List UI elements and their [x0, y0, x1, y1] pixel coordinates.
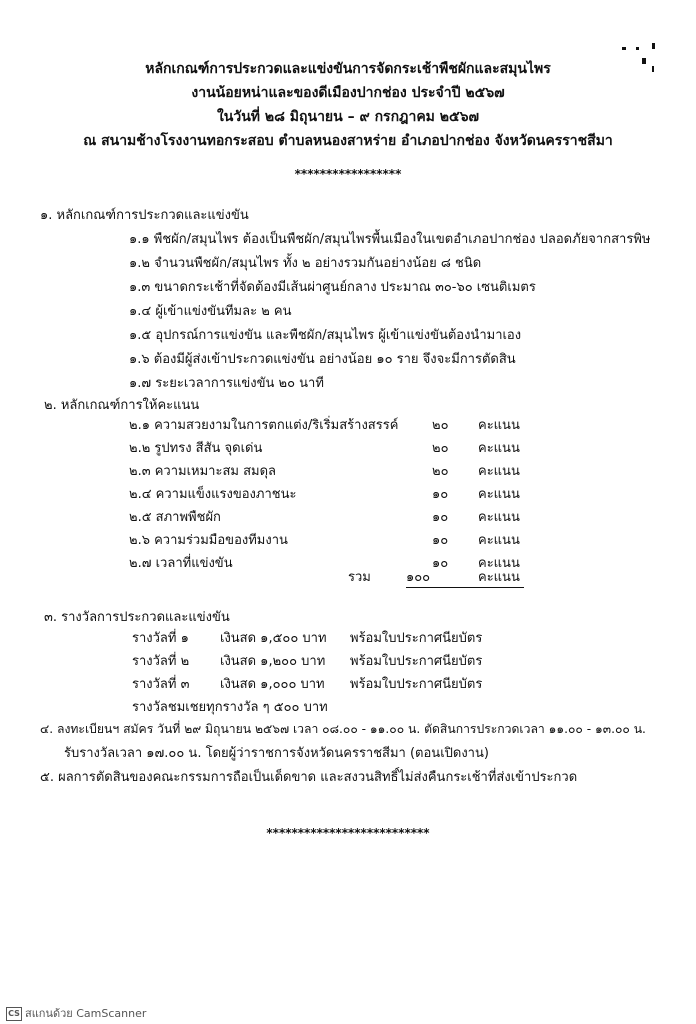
score-row-label: ๒.๓ ความเหมาะสม สมดุล	[129, 464, 276, 479]
prize-rank: รางวัลที่ ๓	[132, 677, 190, 692]
score-row-unit: คะแนน	[478, 533, 520, 548]
header-separator: *****************	[294, 167, 402, 181]
score-row-unit: คะแนน	[478, 510, 520, 525]
score-row-unit: คะแนน	[478, 418, 520, 433]
prize-extra: พร้อมใบประกาศนียบัตร	[350, 631, 483, 646]
score-row-value: ๑๐	[432, 487, 449, 502]
doc-title-line-4: ณ สนามช้างโรงงานทอกระสอบ ตำบลหนองสาหร่าย อำเภอปากช่อง จังหวัดนครราชสีมา	[83, 133, 613, 149]
prize-amount: เงินสด ๑,๐๐๐ บาท	[220, 677, 325, 692]
score-row-unit: คะแนน	[478, 464, 520, 479]
section-1-item: ๑.๖ ต้องมีผู้ส่งเข้าประกวดแข่งขัน อย่างน้อย ๑๐ ราย จึงจะมีการตัดสิน	[129, 352, 516, 367]
scan-mark	[622, 47, 626, 50]
score-row-value: ๒๐	[432, 464, 449, 479]
section-4-line-2: รับรางวัลเวลา ๑๗.๐๐ น. โดยผู้ว่าราชการจังหวัดนครราชสีมา (ตอนเปิดงาน)	[64, 746, 489, 761]
score-row-value: ๑๐	[432, 510, 449, 525]
section-5-line-1: ๕. ผลการตัดสินของคณะกรรมการถือเป็นเด็ดขาด และสงวนสิทธิ์ไม่ส่งคืนกระเช้าที่ส่งเข้าประกวด	[40, 770, 578, 785]
prize-amount: เงินสด ๑,๒๐๐ บาท	[220, 654, 326, 669]
score-row-label: ๒.๗ เวลาที่แข่งขัน	[129, 556, 233, 571]
end-separator: **************************	[266, 826, 430, 840]
section-1-item: ๑.๓ ขนาดกระเช้าที่จัดต้องมีเส้นผ่าศูนย์กลาง ประมาณ ๓๐-๖๐ เซนติเมตร	[129, 280, 536, 295]
section-1-item: ๑.๑ พืชผัก/สมุนไพร ต้องเป็นพืชผัก/สมุนไพรพื้นเมืองในเขตอำเภอปากช่อง ปลอดภัยจากสารพิษ	[129, 232, 651, 247]
prize-extra: พร้อมใบประกาศนียบัตร	[350, 654, 483, 669]
section-1-item: ๑.๔ ผู้เข้าแข่งขันทีมละ ๒ คน	[129, 304, 292, 319]
section-2-heading: ๒. หลักเกณฑ์การให้คะแนน	[44, 398, 200, 413]
score-row-label: ๒.๖ ความร่วมมือของทีมงาน	[129, 533, 288, 548]
camscanner-text: สแกนด้วย CamScanner	[25, 1007, 147, 1020]
score-row-label: ๒.๔ ความแข็งแรงของภาชนะ	[129, 487, 297, 502]
score-row-unit: คะแนน	[478, 487, 520, 502]
score-row-label: ๒.๕ สภาพพืชผัก	[129, 510, 221, 525]
score-row-value: ๒๐	[432, 441, 449, 456]
score-row-unit: คะแนน	[478, 556, 520, 571]
section-1-item: ๑.๗ ระยะเวลาการแข่งขัน ๒๐ นาที	[129, 376, 324, 391]
score-row-value: ๑๐	[432, 533, 449, 548]
doc-title-line-1: หลักเกณฑ์การประกวดและแข่งขันการจัดกระเช้าพืชผักและสมุนไพร	[145, 61, 551, 77]
score-row-label: ๒.๒ รูปทรง สีสัน จุดเด่น	[129, 441, 263, 456]
prize-rank: รางวัลที่ ๒	[132, 654, 190, 669]
section-3-heading: ๓. รางวัลการประกวดและแข่งขัน	[44, 610, 230, 625]
doc-title-line-3: ในวันที่ ๒๘ มิถุนายน – ๙ กรกฎาคม ๒๕๖๗	[216, 109, 480, 125]
total-score-value: ๑๐๐	[406, 570, 431, 585]
prize-extra: พร้อมใบประกาศนียบัตร	[350, 677, 483, 692]
total-score	[406, 566, 524, 588]
scan-mark	[652, 43, 655, 49]
prize-amount: เงินสด ๑,๕๐๐ บาท	[220, 631, 327, 646]
total-label: รวม	[348, 570, 371, 585]
score-row-value: ๑๐	[432, 556, 449, 571]
score-row-unit: คะแนน	[478, 441, 520, 456]
scan-mark	[636, 47, 639, 50]
section-1-item: ๑.๕ อุปกรณ์การแข่งขัน และพืชผัก/สมุนไพร ผู้เข้าแข่งขันต้องนำมาเอง	[129, 328, 522, 343]
consolation-prize: รางวัลชมเชยทุกรางวัล ๆ ๕๐๐ บาท	[132, 700, 328, 715]
section-4-line-1: ๔. ลงทะเบียนฯ สมัคร วันที่ ๒๙ มิถุนายน ๒๕๖๗ เวลา ๐๘.๐๐ - ๑๑.๐๐ น. ตัดสินการประกวดเวลา ๑๑.๐๐ - ๑๓.๐๐ น.	[40, 722, 646, 736]
score-row-value: ๒๐	[432, 418, 449, 433]
prize-rank: รางวัลที่ ๑	[132, 631, 189, 646]
camscanner-watermark	[6, 1004, 146, 1022]
camscanner-logo-icon: CS	[6, 1007, 22, 1021]
score-row-label: ๒.๑ ความสวยงามในการตกแต่ง/ริเริ่มสร้างสรรค์	[129, 418, 399, 433]
section-1-heading: ๑. หลักเกณฑ์การประกวดและแข่งขัน	[40, 208, 249, 223]
total-score-unit: คะแนน	[478, 570, 520, 585]
doc-title-line-2: งานน้อยหน่าและของดีเมืองปากช่อง ประจำปี ๒๕๖๗	[191, 85, 505, 101]
section-1-item: ๑.๒ จำนวนพืชผัก/สมุนไพร ทั้ง ๒ อย่างรวมกันอย่างน้อย ๘ ชนิด	[129, 256, 482, 271]
